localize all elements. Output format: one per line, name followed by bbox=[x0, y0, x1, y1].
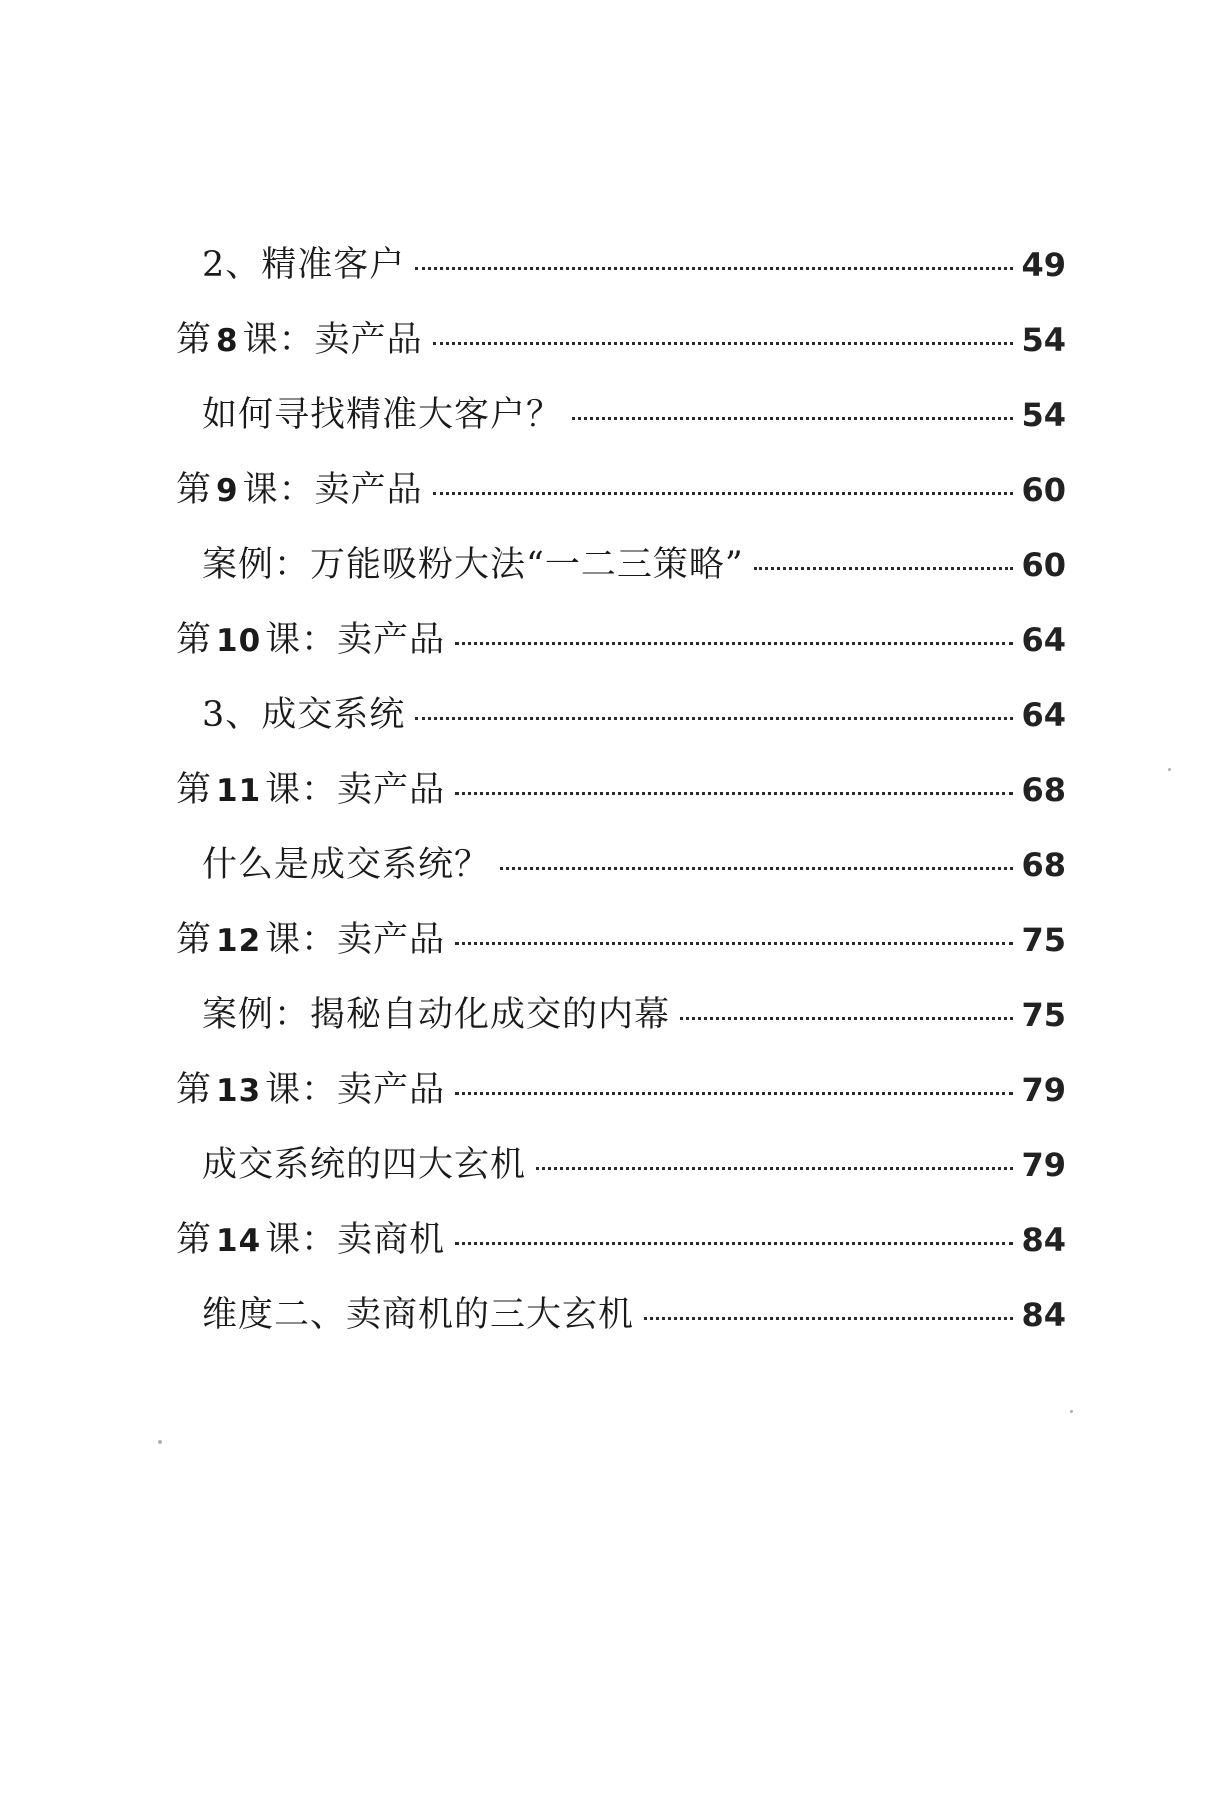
dot-leader bbox=[455, 639, 1013, 645]
lesson-prefix: 第 bbox=[176, 1070, 213, 1110]
dot-leader bbox=[644, 1314, 1013, 1320]
lesson-prefix: 第 bbox=[176, 320, 213, 360]
dot-leader bbox=[415, 714, 1013, 720]
dot-leader bbox=[572, 414, 1013, 420]
toc-entry[interactable] bbox=[176, 465, 1066, 515]
toc-entry-title bbox=[176, 1215, 445, 1266]
toc-entry[interactable] bbox=[202, 240, 1066, 290]
lesson-prefix: 第 bbox=[176, 920, 213, 960]
toc-page-number: 79 bbox=[1021, 1146, 1066, 1184]
toc-entry[interactable] bbox=[176, 615, 1066, 665]
toc-page-number: 68 bbox=[1021, 771, 1066, 809]
toc-page-number: 64 bbox=[1021, 621, 1066, 659]
scan-speck bbox=[1070, 1410, 1073, 1413]
toc-entry-title: 如何寻找精准大客户？ bbox=[202, 395, 563, 435]
lesson-suffix: 课：卖产品 bbox=[242, 470, 423, 510]
dot-leader bbox=[433, 489, 1014, 495]
lesson-suffix: 课：卖产品 bbox=[265, 920, 446, 960]
lesson-prefix: 第 bbox=[176, 620, 213, 660]
toc-page-number: 75 bbox=[1021, 996, 1066, 1034]
toc-entry[interactable] bbox=[202, 390, 1066, 440]
toc-page-number: 75 bbox=[1021, 921, 1066, 959]
lesson-number: 12 bbox=[216, 923, 262, 959]
toc-page-number: 79 bbox=[1021, 1071, 1066, 1109]
toc-entry[interactable] bbox=[202, 990, 1066, 1040]
dot-leader bbox=[433, 339, 1014, 345]
scan-speck bbox=[158, 1440, 162, 1444]
toc-entry-title: 维度二、卖商机的三大玄机 bbox=[202, 1295, 635, 1335]
toc-page-number: 68 bbox=[1021, 846, 1066, 884]
lesson-suffix: 课：卖产品 bbox=[265, 770, 446, 810]
lesson-prefix: 第 bbox=[176, 470, 213, 510]
toc-page-number: 54 bbox=[1021, 396, 1066, 434]
dot-leader bbox=[415, 264, 1013, 270]
scan-speck bbox=[1168, 768, 1171, 771]
dot-leader bbox=[754, 564, 1014, 570]
dot-leader bbox=[455, 939, 1013, 945]
toc-entry-title bbox=[176, 915, 445, 966]
lesson-prefix: 第 bbox=[176, 770, 213, 810]
lesson-number: 13 bbox=[216, 1073, 262, 1109]
toc-entry[interactable] bbox=[202, 690, 1066, 740]
lesson-prefix: 第 bbox=[176, 1220, 213, 1260]
toc-entry-title: 什么是成交系统？ bbox=[202, 845, 491, 885]
toc-entry[interactable] bbox=[176, 1215, 1066, 1265]
toc-entry[interactable] bbox=[176, 1065, 1066, 1115]
toc-page-number: 60 bbox=[1021, 546, 1066, 584]
lesson-suffix: 课：卖产品 bbox=[265, 620, 446, 660]
dot-leader bbox=[455, 1239, 1013, 1245]
toc-entry[interactable] bbox=[176, 315, 1066, 365]
dot-leader bbox=[500, 864, 1013, 870]
toc-entry-title: 成交系统的四大玄机 bbox=[202, 1145, 527, 1185]
lesson-suffix: 课：卖商机 bbox=[265, 1220, 446, 1260]
toc-entry-title bbox=[176, 315, 423, 366]
toc-entry[interactable] bbox=[176, 915, 1066, 965]
lesson-number: 14 bbox=[216, 1223, 262, 1259]
toc-entry[interactable] bbox=[202, 840, 1066, 890]
toc-entry-title: 案例：揭秘自动化成交的内幕 bbox=[202, 995, 671, 1035]
toc-page-number: 54 bbox=[1021, 321, 1066, 359]
toc-entry-title bbox=[176, 1065, 445, 1116]
toc-entry[interactable] bbox=[176, 765, 1066, 815]
toc-entry[interactable] bbox=[202, 1140, 1066, 1190]
toc-entry[interactable] bbox=[202, 540, 1066, 590]
toc-page-number: 64 bbox=[1021, 696, 1066, 734]
lesson-suffix: 课：卖产品 bbox=[265, 1070, 446, 1110]
lesson-number: 11 bbox=[216, 773, 262, 809]
toc-entry-title: 2、精准客户 bbox=[202, 245, 406, 285]
toc-entry-title: 3、成交系统 bbox=[202, 695, 406, 735]
lesson-number: 9 bbox=[216, 473, 239, 509]
toc-entry-title bbox=[176, 765, 445, 816]
dot-leader bbox=[680, 1014, 1013, 1020]
toc-page-number: 84 bbox=[1021, 1221, 1066, 1259]
toc-entry[interactable] bbox=[202, 1290, 1066, 1340]
toc-page-number: 84 bbox=[1021, 1296, 1066, 1334]
toc-page-number: 60 bbox=[1021, 471, 1066, 509]
lesson-suffix: 课：卖产品 bbox=[242, 320, 423, 360]
dot-leader bbox=[455, 789, 1013, 795]
toc-entry-title bbox=[176, 465, 423, 516]
lesson-number: 8 bbox=[216, 323, 239, 359]
toc-entry-title: 案例：万能吸粉大法“一二三策略” bbox=[202, 545, 744, 585]
dot-leader bbox=[455, 1089, 1013, 1095]
lesson-number: 10 bbox=[216, 623, 262, 659]
dot-leader bbox=[536, 1164, 1013, 1170]
toc-entry-title bbox=[176, 615, 445, 666]
toc-page-number: 49 bbox=[1021, 246, 1066, 284]
